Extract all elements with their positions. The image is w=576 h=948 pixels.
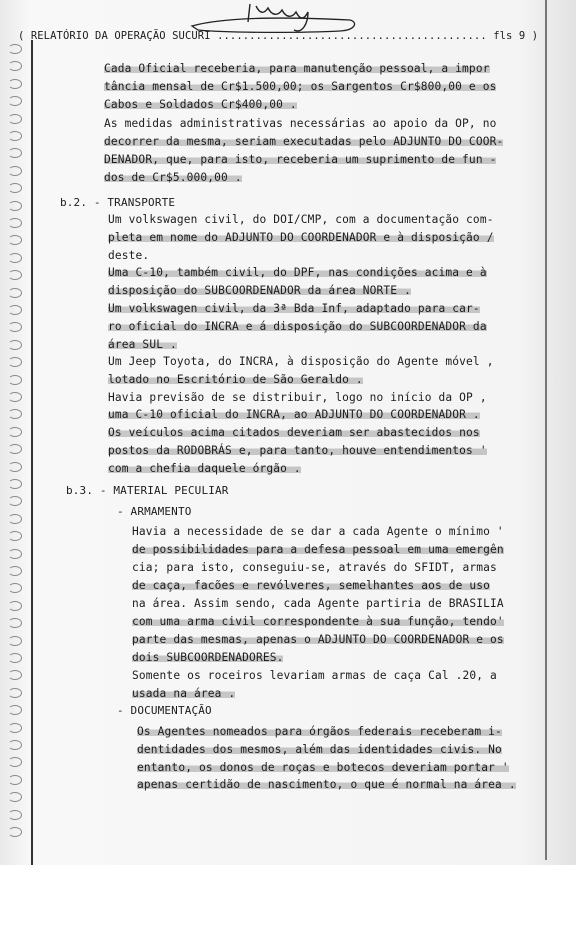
binder-hole xyxy=(8,235,22,245)
text-line: Havia a necessidade de se dar a cada Agente o mínimo ' xyxy=(132,525,504,538)
binder-hole xyxy=(8,810,22,820)
binder-hole xyxy=(8,183,22,193)
binder-hole xyxy=(8,757,22,767)
binder-hole xyxy=(8,305,22,315)
text-line: Os Agentes nomeados para órgãos federais receberam i- xyxy=(137,725,502,738)
text-line: na área. Assim sendo, cada Agente partiria de BRASILIA xyxy=(132,597,504,610)
text-line: As medidas administrativas necessárias ao apoio da OP, no xyxy=(104,117,497,130)
binder-hole xyxy=(8,462,22,472)
binder-hole xyxy=(8,218,22,228)
text-line: deste. xyxy=(108,249,150,262)
text-line: área SUL . xyxy=(108,338,177,351)
text-line: dois SUBCOORDENADORES. xyxy=(132,651,284,664)
binder-hole xyxy=(8,566,22,576)
text-line: cia; para isto, conseguiu-se, através do SFIDT, armas xyxy=(132,561,497,574)
report-header: ( RELATÓRIO DA OPERAÇÃO SUCURI .......................................... fls 9 ) xyxy=(18,30,539,42)
right-page-edge xyxy=(545,0,547,860)
text-line: lotado no Escritório de São Geraldo . xyxy=(108,373,363,386)
text-line: Somente os roceiros levariam armas de caça Cal .20, a xyxy=(132,669,497,682)
binder-hole xyxy=(8,270,22,280)
binder-hole xyxy=(8,288,22,298)
binder-hole xyxy=(8,618,22,628)
text-line: ro oficial do INCRA e á disposição do SUBCOORDENADOR da xyxy=(108,320,487,333)
binder-hole xyxy=(8,670,22,680)
text-line: tância mensal de Cr$1.500,00; os Sargentos Cr$800,00 e os xyxy=(104,80,497,93)
binder-hole xyxy=(8,479,22,489)
text-line: decorrer da mesma, seriam executadas pelo ADJUNTO DO COOR- xyxy=(104,135,504,148)
subheading-documentacao: - DOCUMENTAÇÃO xyxy=(117,704,212,717)
text-line: entanto, os donos de roças e botecos deveriam portar ' xyxy=(137,761,509,774)
binder-hole xyxy=(8,514,22,524)
text-line: Havia previsão de se distribuir, logo no início da OP , xyxy=(108,391,487,404)
text-line: Uma C-10, também civil, do DPF, nas condições acima e à xyxy=(108,266,487,279)
binder-holes xyxy=(2,44,24,844)
section-heading-material: b.3. - MATERIAL PECULIAR xyxy=(66,484,229,497)
text-line: Cada Oficial receberia, para manutenção pessoal, a impor xyxy=(104,62,490,75)
binder-hole xyxy=(8,740,22,750)
left-margin-rule xyxy=(31,40,33,865)
text-line: Um Jeep Toyota, do INCRA, à disposição do Agente móvel , xyxy=(108,355,494,368)
text-line: apenas certidão de nascimento, o que é normal na área . xyxy=(137,778,516,791)
binder-hole xyxy=(8,688,22,698)
binder-hole xyxy=(8,549,22,559)
binder-hole xyxy=(8,705,22,715)
binder-hole xyxy=(8,44,22,54)
text-line: Os veículos acima citados deveriam ser abastecidos nos xyxy=(108,426,480,439)
binder-hole xyxy=(8,322,22,332)
binder-hole xyxy=(8,340,22,350)
binder-hole xyxy=(8,427,22,437)
binder-hole xyxy=(8,166,22,176)
text-line: Um volkswagen civil, da 3ª Bda Inf, adaptado para car- xyxy=(108,302,480,315)
text-line: uma C-10 oficial do INCRA, ao ADJUNTO DO COORDENADOR . xyxy=(108,408,480,421)
binder-hole xyxy=(8,775,22,785)
binder-hole xyxy=(8,531,22,541)
text-line: disposição do SUBCOORDENADOR da área NORTE . xyxy=(108,284,411,297)
binder-hole xyxy=(8,79,22,89)
binder-hole xyxy=(8,253,22,263)
binder-hole xyxy=(8,96,22,106)
text-line: usada na área . xyxy=(132,687,236,700)
text-line: DENADOR, que, para isto, receberia um suprimento de fun - xyxy=(104,153,497,166)
text-line: de caça, facões e revólveres, semelhantes aos de uso xyxy=(132,579,491,592)
binder-hole xyxy=(8,61,22,71)
binder-hole xyxy=(8,375,22,385)
binder-hole xyxy=(8,636,22,646)
text-line: com uma arma civil correspondente à sua função, tendo' xyxy=(132,615,504,628)
binder-hole xyxy=(8,723,22,733)
binder-hole xyxy=(8,114,22,124)
binder-hole xyxy=(8,827,22,837)
binder-hole xyxy=(8,357,22,367)
binder-hole xyxy=(8,583,22,593)
text-line: postos da RODOBRÁS e, para tanto, houve entendimentos ' xyxy=(108,444,487,457)
text-line: com a chefia daquele órgão . xyxy=(108,462,301,475)
binder-hole xyxy=(8,148,22,158)
binder-hole xyxy=(8,392,22,402)
binder-hole xyxy=(8,201,22,211)
text-line: parte das mesmas, apenas o ADJUNTO DO COORDENADOR e os xyxy=(132,633,504,646)
text-line: dentidades dos mesmos, além das identidades civis. No xyxy=(137,743,502,756)
section-heading-transporte: b.2. - TRANSPORTE xyxy=(60,196,176,209)
binder-hole xyxy=(8,792,22,802)
text-line: Um volkswagen civil, do DOI/CMP, com a documentação com- xyxy=(108,213,494,226)
binder-hole xyxy=(8,601,22,611)
binder-hole xyxy=(8,444,22,454)
binder-hole xyxy=(8,653,22,663)
page-bottom-margin xyxy=(0,865,576,948)
text-line: Cabos e Soldados Cr$400,00 . xyxy=(104,98,297,111)
text-line: dos de Cr$5.000,00 . xyxy=(104,171,242,184)
binder-hole xyxy=(8,496,22,506)
binder-hole xyxy=(8,131,22,141)
subheading-armamento: - ARMAMENTO xyxy=(117,505,192,518)
binder-hole xyxy=(8,409,22,419)
text-line: de possibilidades para a defesa pessoal em uma emergên xyxy=(132,543,504,556)
text-line: pleta em nome do ADJUNTO DO COORDENADOR e à disposição / xyxy=(108,231,494,244)
